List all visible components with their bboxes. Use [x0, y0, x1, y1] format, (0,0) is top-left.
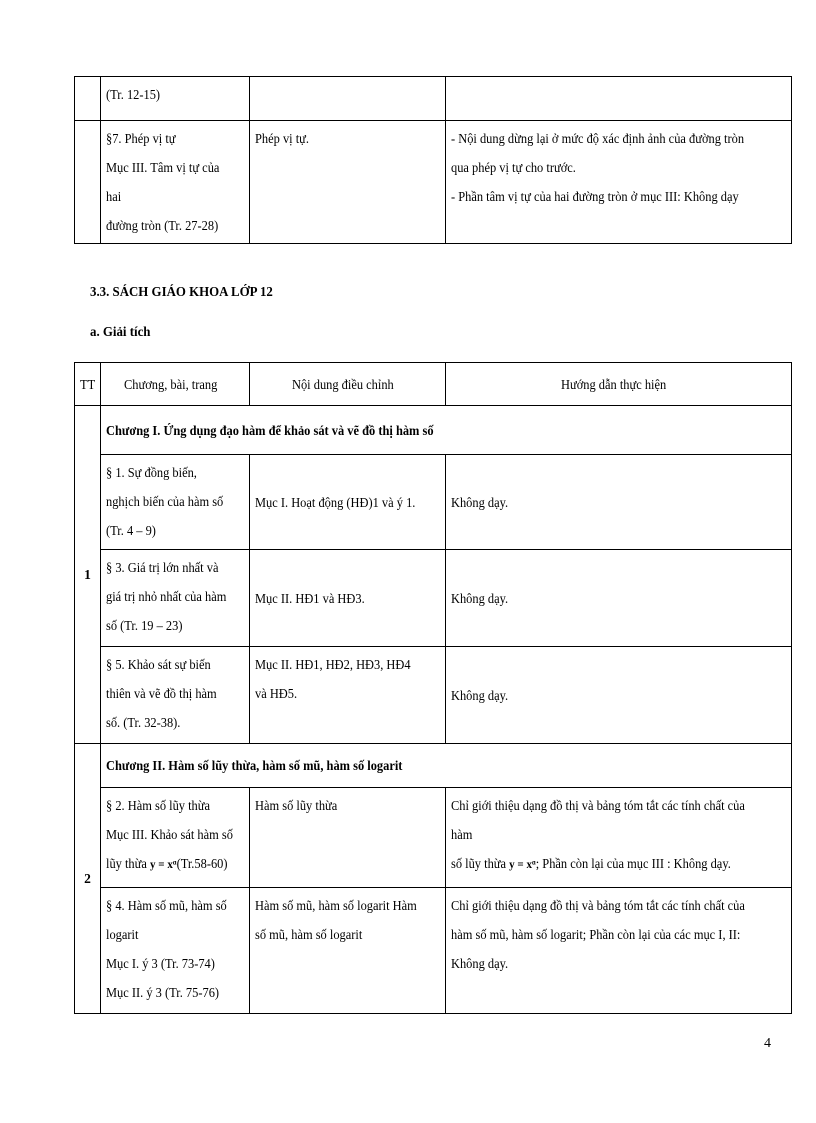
table-cell: § 1. Sự đồng biến, nghịch biến của hàm số (Tr. 4 – 9)	[101, 455, 250, 550]
chapter-title: Chương II. Hàm số lũy thừa, hàm số mũ, hàm số logarit	[101, 744, 792, 788]
previous-table	[74, 76, 792, 244]
table-cell: Mục II. HĐ1, HĐ2, HĐ3, HĐ4 và HĐ5.	[250, 647, 446, 744]
table-row	[75, 647, 792, 744]
table-row	[75, 121, 792, 244]
table-row	[75, 77, 792, 121]
table-cell: § 2. Hàm số lũy thừa Mục III. Khảo sát hàm số lũy thừa y = xᵅ(Tr.58-60)	[101, 788, 250, 888]
table-cell: § 4. Hàm số mũ, hàm số logarit Mục I. ý 3 (Tr. 73-74) Mục II. ý 3 (Tr. 75-76)	[101, 888, 250, 1014]
chapter-number: 1	[75, 406, 101, 744]
section-heading: 3.3. SÁCH GIÁO KHOA LỚP 12	[90, 285, 273, 300]
table-cell: Chỉ giới thiệu dạng đồ thị và bảng tóm tắt các tính chất của hàm số lũy thừa y = xᵅ; Phần còn lại của mục III : Không dạy.	[446, 788, 792, 888]
table-cell: Không dạy.	[446, 647, 792, 744]
table-cell: Mục I. Hoạt động (HĐ)1 và ý 1.	[250, 455, 446, 550]
column-header: Chương, bài, trang	[101, 363, 250, 406]
subsection-heading: a. Giải tích	[90, 325, 151, 340]
table-cell	[75, 121, 101, 244]
table-cell: Không dạy.	[446, 550, 792, 647]
column-header: TT	[75, 363, 101, 406]
table-row	[75, 788, 792, 888]
table-cell	[446, 77, 792, 121]
table-cell: Chỉ giới thiệu dạng đồ thị và bảng tóm tắt các tính chất của hàm số mũ, hàm số logarit; Phần còn lại của các mục I, II: Không dạy.	[446, 888, 792, 1014]
chapter-row	[75, 406, 792, 455]
formula: y = xᵅ	[149, 857, 177, 871]
table-cell	[250, 77, 446, 121]
table-row	[75, 888, 792, 1014]
chapter-number: 2	[75, 744, 101, 1014]
chapter-title: Chương I. Ứng dụng đạo hàm để khảo sát và vẽ đồ thị hàm số	[101, 406, 792, 455]
table-row	[75, 550, 792, 647]
chapter-row	[75, 744, 792, 788]
formula: y = xᵅ	[509, 857, 536, 871]
table-cell: Mục II. HĐ1 và HĐ3.	[250, 550, 446, 647]
column-header: Hướng dẫn thực hiện	[446, 363, 792, 406]
adjustment-table	[74, 362, 792, 1014]
table-cell: §7. Phép vị tự Mục III. Tâm vị tự của hai đường tròn (Tr. 27-28)	[101, 121, 250, 244]
table-cell: (Tr. 12-15)	[101, 77, 250, 121]
table-cell: § 3. Giá trị lớn nhất và giá trị nhỏ nhất của hàm số (Tr. 19 – 23)	[101, 550, 250, 647]
table-cell	[75, 77, 101, 121]
table-cell: Hàm số lũy thừa	[250, 788, 446, 888]
table-header-row	[75, 363, 792, 406]
table-cell: Không dạy.	[446, 455, 792, 550]
table-cell: Phép vị tự.	[250, 121, 446, 244]
table-row	[75, 455, 792, 550]
table-cell: § 5. Khảo sát sự biến thiên và vẽ đồ thị hàm số. (Tr. 32-38).	[101, 647, 250, 744]
table-cell: Hàm số mũ, hàm số logarit Hàm số mũ, hàm số logarit	[250, 888, 446, 1014]
table-cell: - Nội dung dừng lại ở mức độ xác định ảnh của đường tròn qua phép vị tự cho trước. - Phần tâm vị tự của hai đường tròn ở mục III: Không dạy	[446, 121, 792, 244]
column-header: Nội dung điều chỉnh	[250, 363, 446, 406]
page-number: 4	[764, 1036, 771, 1051]
